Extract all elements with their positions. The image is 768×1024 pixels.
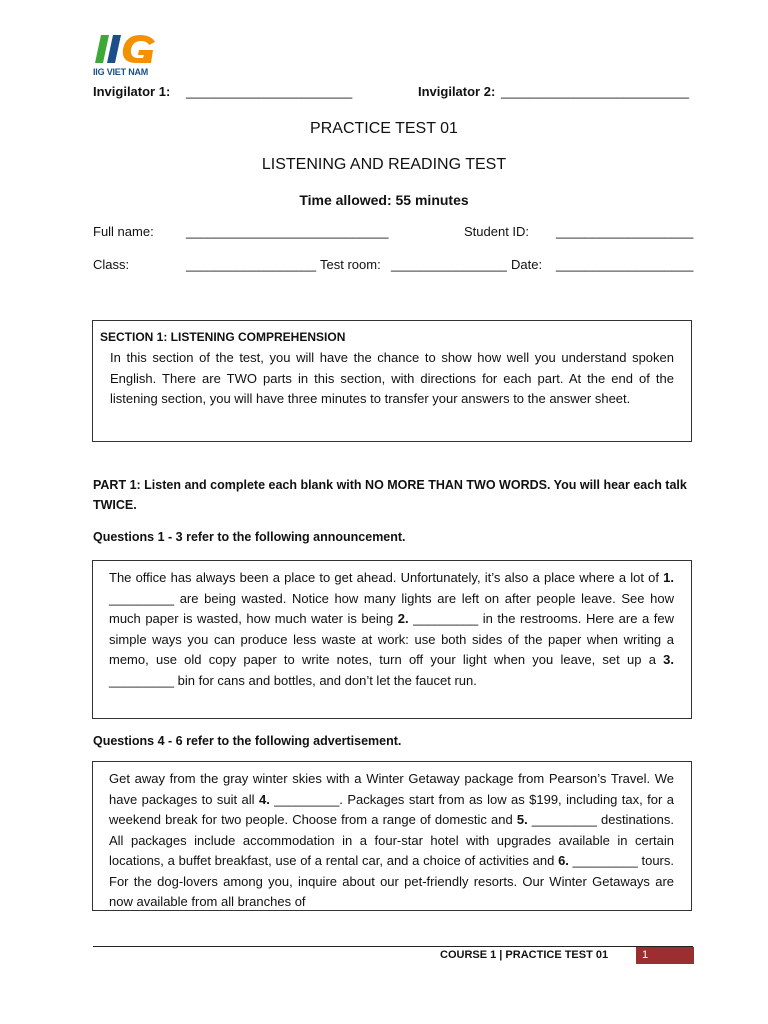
question-number-1: 1.	[663, 570, 674, 585]
question-number-2: 2.	[397, 611, 409, 626]
full-name-blank: ____________________________	[186, 224, 389, 239]
invigilator-2-label: Invigilator 2:	[418, 84, 496, 99]
logo-subtitle: IIG VIET NAM	[93, 67, 149, 77]
question-number-5: 5.	[516, 812, 528, 827]
student-id-blank: ___________________	[556, 224, 694, 239]
iig-logo	[93, 33, 163, 79]
date-blank: ___________________	[556, 257, 694, 272]
question-number-6: 6.	[558, 853, 569, 868]
footer-course-label: COURSE 1 | PRACTICE TEST 01	[440, 949, 609, 961]
class-label: Class:	[93, 257, 130, 272]
date-label: Date:	[511, 257, 543, 272]
student-id-label: Student ID:	[464, 224, 530, 239]
question-number-3: 3.	[663, 652, 674, 667]
invigilator-1-blank: _______________________	[186, 84, 353, 99]
page-number: 1	[636, 947, 694, 964]
invigilator-1-label: Invigilator 1:	[93, 84, 171, 99]
test-room-label: Test room:	[320, 257, 381, 272]
test-room-blank: ________________	[391, 257, 507, 272]
iig-logo-mark	[93, 33, 159, 65]
time-allowed: Time allowed: 55 minutes	[299, 192, 469, 208]
full-name-label: Full name:	[93, 224, 154, 239]
section-1-body: In this section of the test, you will have the chance to show how well you understand spoken English. There are TWO parts in this section, with directions for each part. At the end of the listening section, you will have three minutes to transfer your answers to the answer sheet.	[110, 350, 674, 406]
questions-1-3-box	[92, 560, 692, 719]
questions-1-3-heading: Questions 1 - 3 refer to the following announcement.	[93, 530, 406, 544]
section-1-heading: SECTION 1: LISTENING COMPREHENSION	[100, 330, 346, 344]
part-1-instructions: PART 1: Listen and complete each blank with NO MORE THAN TWO WORDS. You will hear each talk TWICE.	[93, 478, 687, 512]
section-1-box	[92, 320, 692, 442]
questions-1-3-passage: The office has always been a place to get ahead. Unfortunately, it’s also a place where a lot of 1. _________ are being wasted. Notice how many lights are left on after people leave. See how much paper is wasted, how much water is being 2. _________ in the restrooms. Here are a few simple ways you can produce less waste at work: use both sides of the paper when writing a memo, use old copy paper to write notes, turn off your light when you leave, set up a 3. _________ bin for cans and bottles, and don’t let the faucet run.	[109, 570, 675, 688]
questions-4-6-passage: Get away from the gray winter skies with a Winter Getaway package from Pearson’s Travel. We have packages to suit all 4. _________. Packages start from as low as $199, including tax, for a weekend break for two people. Choose from a range of domestic and 5. _________ destinations. All packages include accommodation in a four-star hotel with upgrades available in certain locations, a buffet breakfast, use of a rental car, and a choice of activities and 6. _________ tours. For the dog-lovers among you, inquire about our pet-friendly resorts. Our Winter Getaways are now available from all branches of	[109, 771, 674, 909]
footer-divider	[93, 946, 693, 947]
class-blank: __________________	[186, 257, 317, 272]
questions-4-6-box	[92, 761, 692, 911]
page-subtitle: LISTENING AND READING TEST	[261, 156, 507, 173]
questions-4-6-heading: Questions 4 - 6 refer to the following advertisement.	[93, 734, 402, 748]
invigilator-2-blank: __________________________	[501, 84, 689, 99]
page-title: PRACTICE TEST 01	[310, 120, 458, 137]
question-number-4: 4.	[258, 791, 270, 807]
